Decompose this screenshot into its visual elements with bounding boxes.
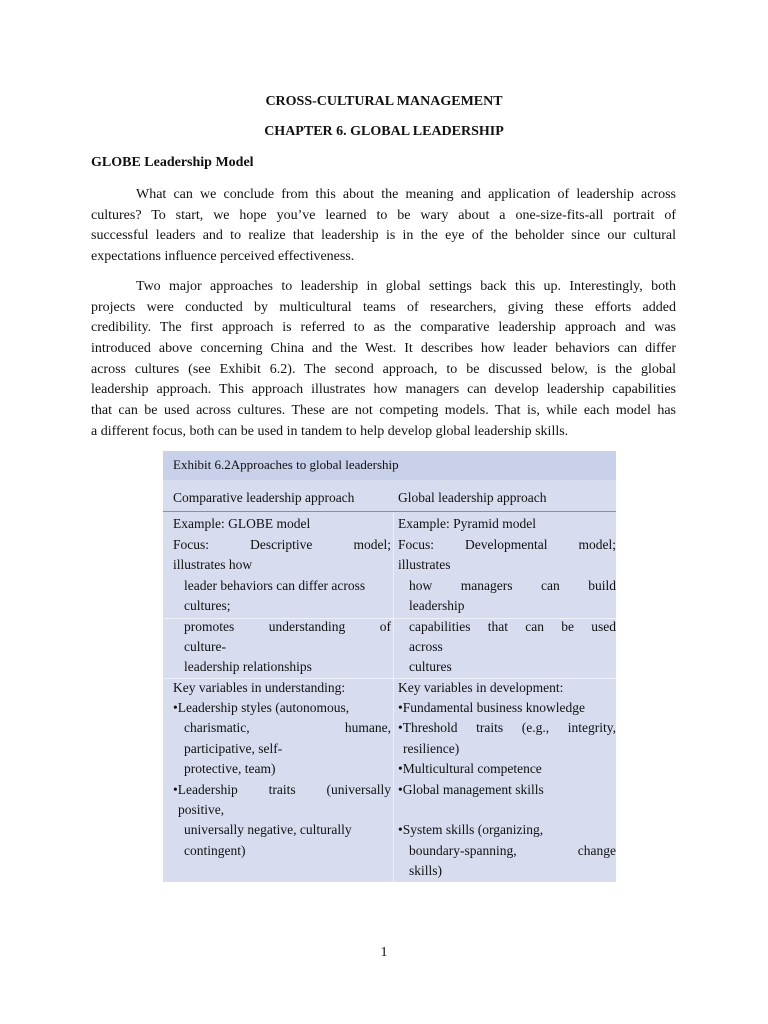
right-focus-line: cultures — [409, 659, 452, 674]
paragraph-line: across cultures (see Exhibit 6.2). The second approach, to be discussed below, is the global — [91, 361, 676, 377]
paragraph-line: expectations influence perceived effectiveness. — [91, 249, 355, 265]
right-bullet-line: •Multicultural competence — [398, 761, 542, 776]
right-bullet-line: boundary-spanning, change — [409, 843, 616, 858]
paragraph-line: Two major approaches to leadership in global settings back this up. Interestingly, both — [136, 279, 676, 294]
right-focus-line: illustrates — [398, 557, 451, 572]
left-bullet-line: charismatic, humane, — [184, 720, 391, 735]
right-bullet-line: •Threshold traits (e.g., integrity, — [398, 720, 616, 735]
column-header-comparative: Comparative leadership approach — [173, 490, 355, 505]
row-divider — [163, 678, 393, 679]
exhibit-caption-bar — [163, 451, 616, 480]
right-bullet-line: skills) — [409, 863, 443, 878]
right-bullet-line: resilience) — [403, 741, 460, 756]
right-key-variables-heading: Key variables in development: — [398, 680, 564, 695]
paragraph-line: a different focus, both can be used in tandem to help develop global leadership skills. — [91, 423, 569, 439]
row-divider — [394, 678, 616, 679]
paragraph-line: credibility. The first approach is referred to as the comparative leadership approach and was — [91, 320, 676, 336]
section-heading: GLOBE Leadership Model — [91, 155, 254, 170]
left-bullet-line: participative, self- — [184, 741, 283, 756]
paragraph-line: introduced above concerning China and the West. It describes how leader behaviors can differ — [91, 341, 676, 357]
right-bullet-line: •System skills (organizing, — [398, 822, 544, 837]
left-bullet-line: •Leadership styles (autonomous, — [173, 700, 350, 715]
left-bullet-line: contingent) — [184, 843, 246, 858]
left-focus-line: cultures; — [184, 598, 231, 613]
chapter-title: CHAPTER 6. GLOBAL LEADERSHIP — [264, 124, 504, 139]
header-rule — [163, 511, 616, 512]
right-focus-line: Focus: Developmental model; — [398, 537, 616, 552]
right-focus-line: how managers can build — [409, 578, 616, 593]
paragraph-line: leadership approach. This approach illustrates how managers can develop leadership capabilities — [91, 382, 676, 398]
left-bullet-line: •Leadership traits (universally — [173, 782, 391, 797]
left-focus-line: leadership relationships — [184, 659, 312, 674]
left-focus-line: leader behaviors can differ across — [184, 578, 366, 593]
left-focus-line: Focus: Descriptive model; — [173, 537, 391, 552]
paragraph-line: successful leaders and to realize that leadership is in the eye of the beholder since our cultural — [91, 228, 676, 244]
exhibit-caption: Exhibit 6.2Approaches to global leadership — [173, 457, 399, 472]
left-focus-line: promotes understanding of — [184, 619, 391, 634]
column-header-global: Global leadership approach — [398, 490, 547, 505]
paragraph-line: cultures? To start, we hope you’ve learned to be wary about a one-size-fits-all portrait of — [91, 207, 676, 223]
exhibit-table — [163, 451, 616, 882]
left-focus-line: culture- — [184, 639, 226, 654]
paragraph-2 — [91, 277, 676, 443]
left-example: Example: GLOBE model — [173, 516, 311, 531]
left-bullet-line: universally negative, culturally — [184, 822, 352, 837]
paragraph-1 — [91, 185, 676, 268]
course-title: CROSS-CULTURAL MANAGEMENT — [265, 94, 503, 109]
page-number: 1 — [380, 945, 388, 960]
left-bullet-line: protective, team) — [184, 761, 276, 776]
paragraph-line: that can be used across cultures. These are not competing models. That is, while each model has — [91, 403, 676, 419]
right-bullet-line: •Fundamental business knowledge — [398, 700, 585, 715]
left-key-variables-heading: Key variables in understanding: — [173, 680, 346, 695]
left-bullet-line: positive, — [178, 802, 225, 817]
right-focus-line: across — [409, 639, 443, 654]
paragraph-line: What can we conclude from this about the meaning and application of leadership across — [136, 187, 676, 202]
right-example: Example: Pyramid model — [398, 516, 536, 531]
right-focus-line: capabilities that can be used — [409, 619, 616, 634]
left-focus-line: illustrates how — [173, 557, 253, 572]
paragraph-line: projects were conducted by multicultural teams of researchers, giving these efforts added — [91, 299, 676, 315]
right-focus-line: leadership — [409, 598, 465, 613]
right-bullet-line: •Global management skills — [398, 782, 544, 797]
column-divider — [393, 512, 394, 882]
